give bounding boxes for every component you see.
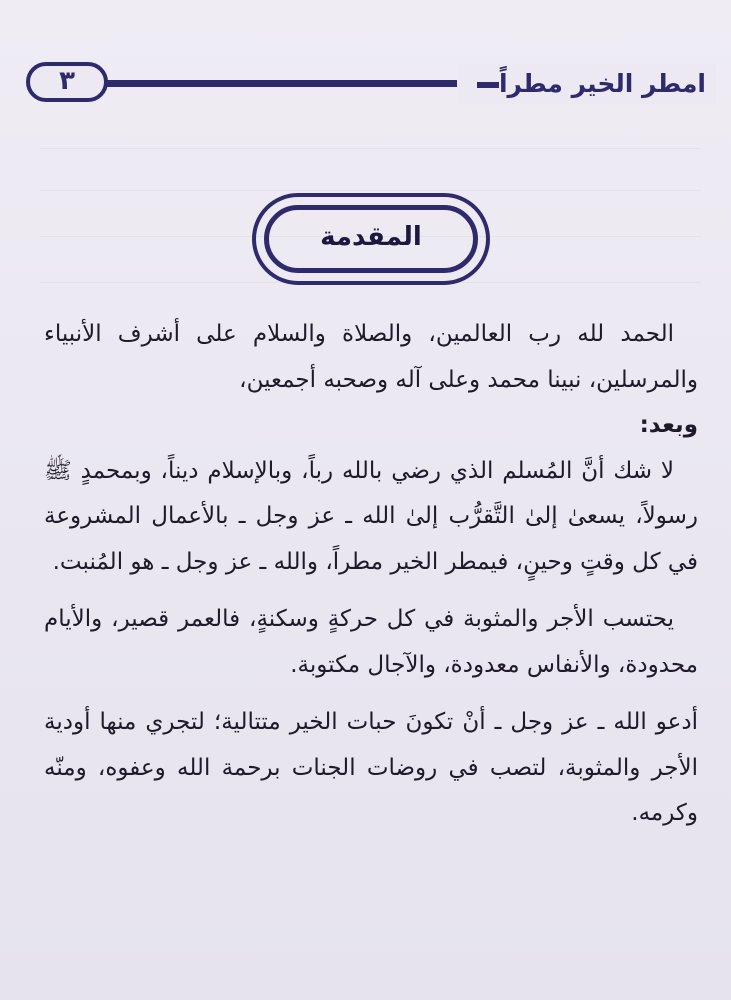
header-title-text: امطر الخير مطراً: [498, 69, 706, 98]
section-title: المقدمة: [264, 205, 478, 273]
section-title-frame: [252, 193, 490, 285]
header-dash: [477, 82, 499, 88]
header-title: [457, 64, 716, 104]
bleed-through-line: [40, 190, 701, 191]
paragraph-wabaad: وبعد:: [639, 412, 698, 438]
running-header: [26, 62, 716, 106]
page-number: ٣: [26, 62, 108, 102]
paragraph-muslim: لا شك أنَّ المُسلم الذي رضي بالله رباً، وبالإسلام ديناً، وبمحمدٍ ﷺ رسولاً، يسعىٰ إلىٰ التَّقرُّب إلىٰ الله ـ عز وجل ـ بالأعمال المشروعة في كل وقتٍ وحينٍ، فيمطر الخير مطراً، والله ـ عز وجل ـ هو المُنبت.: [44, 457, 698, 575]
bleed-through-line: [40, 148, 701, 149]
paragraph-prayer: أدعو الله ـ عز وجل ـ أنْ تكونَ حبات الخير متتالية؛ لتجري منها أودية الأجر والمثوبة، لتصب في روضات الجنات برحمة الله وعفوه، ومنّه وكرمه.: [44, 709, 698, 826]
paragraph-opening: الحمد لله رب العالمين، والصلاة والسلام على أشرف الأنبياء والمرسلين، نبينا محمد وعلى آله وصحبه أجمعين،: [44, 321, 698, 393]
body-text: [44, 312, 698, 837]
paragraph-reward: يحتسب الأجر والمثوبة في كل حركةٍ وسكنةٍ، فالعمر قصير، والأيام محدودة، والأنفاس معدودة، والآجال مكتوبة.: [44, 606, 698, 678]
